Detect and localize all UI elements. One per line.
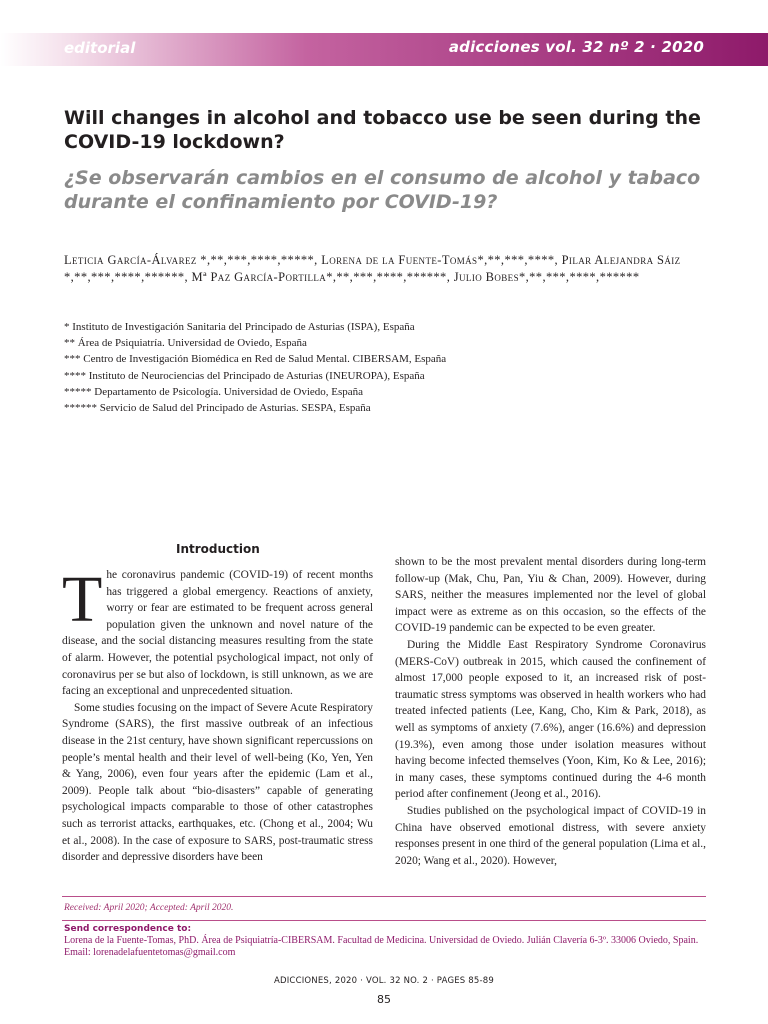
drop-cap: T bbox=[62, 563, 103, 636]
affiliation: ****** Servicio de Salud del Principado de Asturias. SESPA, España bbox=[64, 402, 371, 415]
affiliation: *** Centro de Investigación Biomédica en Red de Salud Mental. CIBERSAM, España bbox=[64, 353, 447, 366]
author-list: Leticia García-Álvarez *,**,***,****,*****, Lorena de la Fuente-Tomás*,**,***,****, Pilar Alejandra Sáiz *,**,***,****,******, Mª Paz García-Portilla*,**,***,****,******, Julio Bobes*,**,***,****,****** bbox=[64, 253, 681, 284]
article-title: Will changes in alcohol and tobacco use be seen during the COVID-19 lockdown? bbox=[64, 107, 701, 153]
paragraph: shown to be the most prevalent mental disorders during long-term follow-up (Mak, Chu, Pan, Yiu & Chan, 2009). However, during SARS, neither the measures implemented nor the level of global impact were as extreme as on this occasion, so the effects of the COVID-19 pandemic can be expected to be even greater. bbox=[395, 556, 706, 635]
footer-citation: ADICCIONES, 2020 · VOL. 32 NO. 2 · PAGES 85-89 bbox=[273, 976, 495, 986]
affiliation: ** Área de Psiquiatría. Universidad de Oviedo, España bbox=[64, 337, 307, 350]
paragraph: Studies published on the psychological impact of COVID-19 in China have observed emotional distress, with severe anxiety responses present in one third of the general population (Lima et al., 2020; Wang et al., 2020). However, bbox=[395, 804, 706, 867]
paragraph-text: he coronavirus pandemic (COVID-19) of recent months has triggered a global emergency. Reactions of anxiety, worry or fear are estimated to be frequent across general population given the unknown and novel nature of the disease, and the social distancing measures resulting from the state of alarm. However, the potential psychological impact, not only of coronavirus per se but also of lockdown, is still unknown, as we are facing an exceptional and unprecedented situation. bbox=[62, 569, 373, 698]
article-title-spanish: ¿Se observarán cambios en el consumo de alcohol y tabaco durante el confinamiento por COVID-19? bbox=[64, 167, 701, 213]
received-dates: Received: April 2020; Accepted: April 2020. bbox=[64, 903, 234, 913]
body-column-right bbox=[395, 554, 706, 869]
affiliation: **** Instituto de Neurociencias del Principado de Asturias (INEUROPA), España bbox=[64, 369, 425, 382]
correspondence-text: Lorena de la Fuente-Tomas, PhD. Área de Psiquiatría-CIBERSAM. Facultad de Medicina. Universidad de Oviedo. Julián Clavería 6-3º. 33006 Oviedo, Spain. Email: lorenadelafuentetomas@gmail.com bbox=[64, 935, 699, 958]
affiliation: * Instituto de Investigación Sanitaria del Principado de Asturias (ISPA), España bbox=[64, 321, 415, 333]
section-heading: Introduction bbox=[176, 542, 260, 556]
section-label: editorial bbox=[64, 39, 136, 57]
journal-issue: adicciones vol. 32 nº 2 · 2020 bbox=[448, 38, 704, 56]
correspondence-label: Send correspondence to: bbox=[64, 924, 192, 934]
paragraph: Some studies focusing on the impact of Severe Acute Respiratory Syndrome (SARS), the first massive outbreak of an infectious disease in the 21st century, have shown significant repercussions on people’s mental health and their level of well-being (Ko, Yen, Yen & Yang, 2006), even four years after the epidemic (Lam et al., 2009). People talk about “bio-disasters” capable of generating psychological impacts comparable to those of other catastrophes such as terrorist attacks, earthquakes, etc. (Chong et al., 2004; Wu et al., 2008). In the case of exposure to SARS, post-traumatic stress disorder and depressive disorders have been bbox=[62, 701, 373, 864]
paragraph bbox=[62, 563, 373, 700]
divider bbox=[62, 896, 706, 897]
paragraph: During the Middle East Respiratory Syndrome Coronavirus (MERS-CoV) outbreak in 2015, which caused the confinement of almost 17,000 people exposed to it, an increased risk of post-traumatic stress symptoms was observed in health workers who had treated infected patients (Lee, Kang, Cho, Kim & Park, 2018), as well as symptoms of anxiety (7.6%), anger (16.6%) and depression (19.3%), even among those under isolation measures without having become infected themselves (Yoon, Kim, Ko & Lee, 2016); in many cases, these symptoms continued during the 4-6 month period after confinement (Jeong et al., 2016). bbox=[395, 638, 706, 801]
affiliation: ***** Departamento de Psicología. Universidad de Oviedo, España bbox=[64, 385, 364, 398]
affiliation-list bbox=[64, 319, 704, 416]
header-banner bbox=[0, 33, 768, 66]
divider bbox=[62, 920, 706, 921]
body-column-left bbox=[62, 563, 373, 866]
page-number: 85 bbox=[377, 993, 391, 1006]
